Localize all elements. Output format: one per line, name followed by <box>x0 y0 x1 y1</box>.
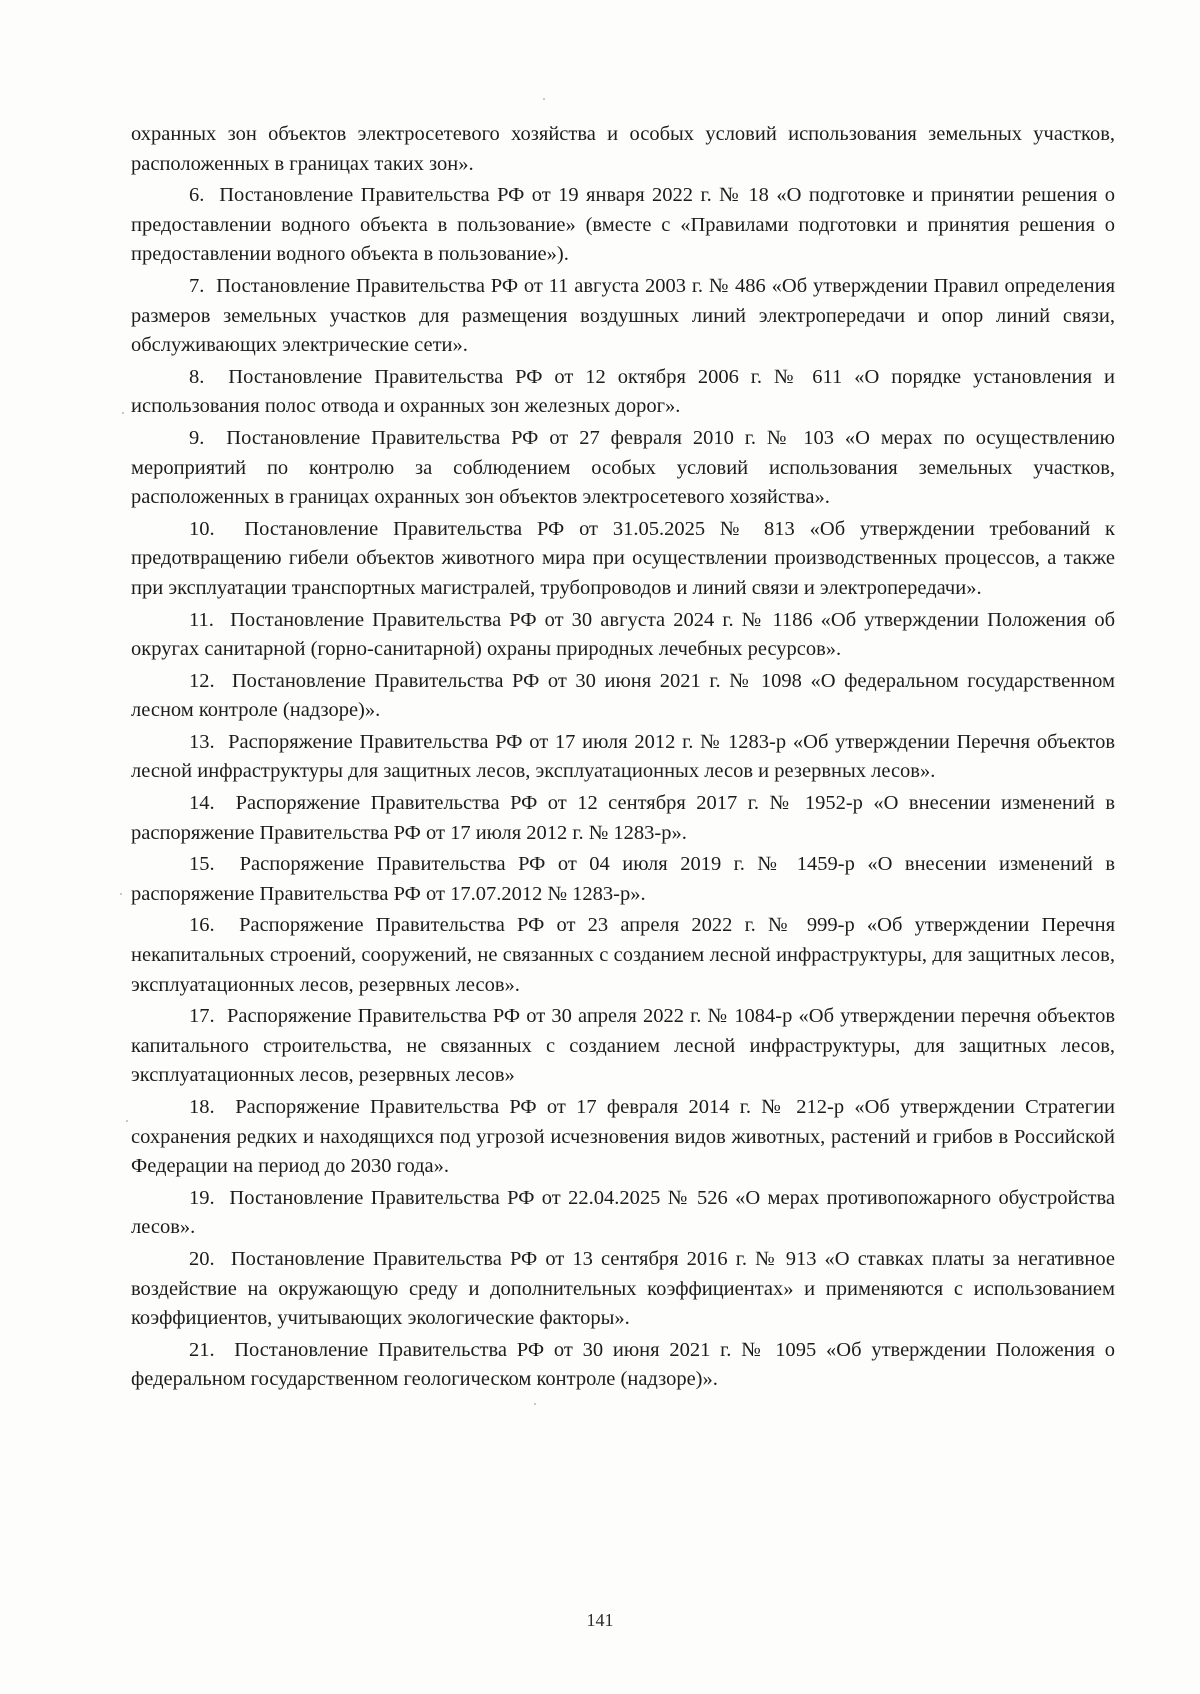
item-number: 6. <box>189 184 205 207</box>
regulation-item <box>131 1245 1115 1334</box>
item-text: Распоряжение Правительства РФ от 30 апреля 2022 г. № 1084-р «Об утверждении перечня объектов капитального строительства, не связанных с созданием лесной инфраструктуры, для защитных лесов, эксплуатационных лесов, резервных лесов» <box>131 1005 1115 1087</box>
item-text: Распоряжение Правительства РФ от 04 июля 2019 г. № 1459-р «О внесении изменений в распоряжение Правительства РФ от 17.07.2012 № 1283-р». <box>131 853 1116 905</box>
item-text: Постановление Правительства РФ от 22.04.2025 № 526 «О мерах противопожарного обустройства лесов». <box>131 1186 1116 1239</box>
scan-speck <box>534 1403 536 1405</box>
regulation-item <box>131 850 1115 909</box>
item-text: Постановление Правительства РФ от 31.05.2025 № 813 «Об утверждении требований к предотвращению гибели объектов животного мира при осуществлении производственных процессов, а также при эксплуатации транспортных магистралей, трубопроводов и линий связи и электропередачи». <box>131 517 1116 599</box>
item-number: 8. <box>189 365 205 388</box>
regulation-item <box>131 911 1115 1000</box>
item-text: Распоряжение Правительства РФ от 23 апреля 2022 г. № 999-р «Об утверждении Перечня некапитальных строений, сооружений, не связанных с созданием лесной инфраструктуры, для защитных лесов, эксплуатационных лесов, резервных лесов». <box>131 914 1116 996</box>
scan-speck <box>122 412 124 414</box>
item-text: Постановление Правительства РФ от 30 июня 2021 г. № 1095 «Об утверждении Положения о федеральном государственном геологическом контроле (надзоре)». <box>131 1338 1116 1391</box>
regulation-item <box>131 1093 1115 1182</box>
item-number: 20. <box>189 1247 215 1270</box>
document-body <box>131 120 1115 1397</box>
item-text: Постановление Правительства РФ от 12 октября 2006 г. № 611 «О порядке установления и использования полос отвода и охранных зон железных дорог». <box>131 365 1115 418</box>
item-number: 10. <box>189 517 215 540</box>
item-text: Распоряжение Правительства РФ от 17 февраля 2014 г. № 212-р «Об утверждении Стратегии сохранения редких и находящихся под угрозой исчезновения видов животных, растений и грибов в Российской Федерации на период до 2030 года». <box>131 1096 1116 1178</box>
regulation-item <box>131 363 1115 422</box>
regulation-item <box>131 424 1115 513</box>
item-text: Постановление Правительства РФ от 19 января 2022 г. № 18 «О подготовке и принятии решения о предоставлении водного объекта в пользование» (вместе с «Правилами подготовки и принятия решения о предоставлении водного объекта в пользование»). <box>131 184 1115 266</box>
regulation-list <box>131 181 1115 1395</box>
item-number: 15. <box>189 853 215 876</box>
item-text: Постановление Правительства РФ от 27 февраля 2010 г. № 103 «О мерах по осуществлению мероприятий по контролю за соблюдением особых условий использования земельных участков, расположенных в границах охранных зон объектов электросетевого хозяйства». <box>131 426 1115 509</box>
regulation-item <box>131 1002 1115 1091</box>
scan-speck <box>543 98 545 100</box>
regulation-item <box>131 272 1115 361</box>
item-number: 18. <box>189 1096 215 1118</box>
item-number: 16. <box>189 914 215 937</box>
regulation-item <box>131 1184 1115 1243</box>
page-number: 141 <box>586 1610 614 1630</box>
regulation-item <box>131 181 1115 270</box>
scan-speck <box>120 893 122 895</box>
regulation-item <box>131 1336 1115 1395</box>
item-number: 7. <box>189 274 205 297</box>
scan-speck <box>126 1120 128 1122</box>
regulation-item <box>131 728 1115 787</box>
regulation-item <box>131 606 1115 665</box>
item-number: 21. <box>189 1338 215 1361</box>
item-text: Постановление Правительства РФ от 11 августа 2003 г. № 486 «Об утверждении Правил определения размеров земельных участков для размещения воздушных линий электропередачи и опор линий связи, обслуживающих электрические сети». <box>131 274 1116 357</box>
item-number: 17. <box>189 1005 215 1028</box>
item-text: Распоряжение Правительства РФ от 17 июля 2012 г. № 1283-р «Об утверждении Перечня объектов лесной инфраструктуры для защитных лесов, эксплуатационных лесов и резервных лесов». <box>131 730 1116 783</box>
continuation-paragraph: охранных зон объектов электросетевого хозяйства и особых условий использования земельных участков, расположенных в границах таких зон». <box>131 123 1115 175</box>
regulation-item <box>131 667 1115 726</box>
item-text: Постановление Правительства РФ от 30 августа 2024 г. № 1186 «Об утверждении Положения об округах санитарной (горно-санитарной) охраны природных лечебных ресурсов». <box>131 608 1116 661</box>
item-number: 11. <box>189 608 214 631</box>
item-number: 13. <box>189 730 215 753</box>
item-number: 12. <box>189 669 215 692</box>
item-text: Постановление Правительства РФ от 30 июня 2021 г. № 1098 «О федеральном государственном лесном контроле (надзоре)». <box>131 669 1116 722</box>
item-text: Постановление Правительства РФ от 13 сентября 2016 г. № 913 «О ставках платы за негативное воздействие на окружающую среду и дополнительных коэффициентах» и применяются с использованием коэффициентов, учитывающих экологические факторы». <box>131 1247 1115 1330</box>
item-number: 14. <box>189 792 215 815</box>
item-number: 9. <box>189 426 205 449</box>
regulation-item <box>131 515 1115 604</box>
item-number: 19. <box>189 1186 215 1209</box>
item-text: Распоряжение Правительства РФ от 12 сентября 2017 г. № 1952-р «О внесении изменений в распоряжение Правительства РФ от 17 июля 2012 г. № 1283-р». <box>131 792 1115 844</box>
regulation-item <box>131 789 1115 848</box>
